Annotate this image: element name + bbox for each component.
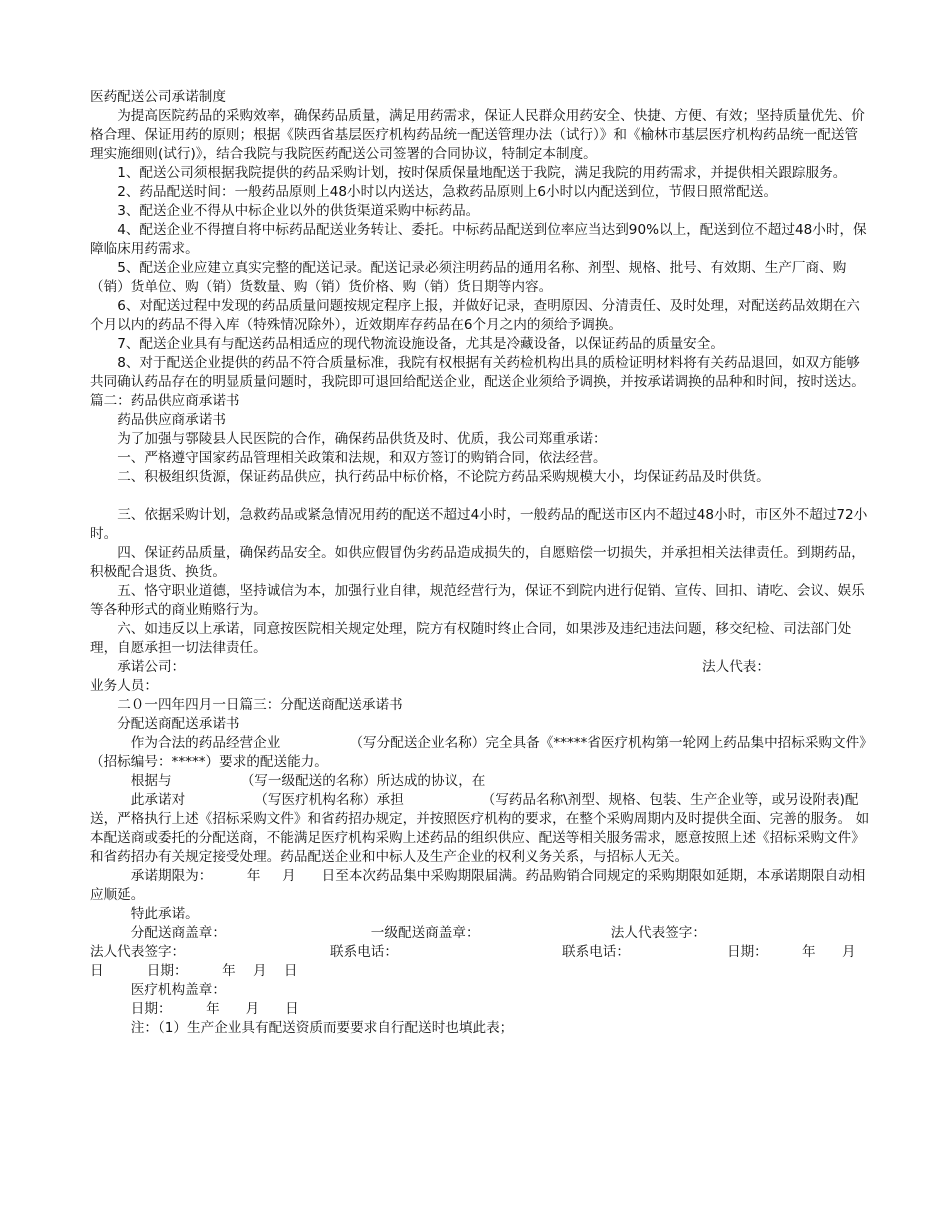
paragraph: 作为合法的药品经营企业 （写分配送企业名称）完全具备《*****省医疗机构第一轮网上药品集中招标采购文件》（招标编号：*****）要求的配送能力。: [90, 735, 867, 770]
company-label: 承诺公司：: [117, 659, 186, 675]
paragraph: 根据与 （写一级配送的名称）所达成的协议，在: [130, 773, 486, 789]
paragraph: 2、药品配送时间：一般药品原则上48小时以内送达，急救药品原则上6小时以内配送到位，节假日照常配送。: [117, 184, 778, 200]
note-line: 注：（1）生产企业具有配送资质而要要求自行配送时也填此表；: [130, 1020, 514, 1036]
paragraph: 3、配送企业不得从中标企业以外的供货渠道采购中标药品。: [117, 203, 480, 219]
sub-distributor-seal-label: 分配送商盖章：: [130, 925, 226, 941]
paragraph: 7、配送企业具有与配送药品相适应的现代物流设施设备，尤其是冷藏设备，以保证药品的质量安全。: [117, 336, 724, 352]
paragraph: 一、严格遵守国家药品管理相关政策和法规，和双方签订的购销合同，依法经营。: [117, 450, 607, 466]
paragraph: 六、如违反以上承诺，同意按医院相关规定处理，院方有权随时终止合同，如果涉及违纪违法问题，移交纪检、司法部门处理，自愿承担一切法律责任。: [90, 621, 852, 656]
paragraph: 6、对配送过程中发现的药品质量问题按规定程序上报，并做好记录，查明原因、分清责任、及时处理，对配送药品效期在六个月以内的药品不得入库（特殊情况除外），近效期库存药品在6个月之内的须给予调换。: [90, 298, 860, 333]
phone-label: 联系电话：: [330, 944, 398, 960]
section-title: 分配送商配送承诺书: [117, 716, 240, 732]
paragraph: 4、配送企业不得擅自将中标药品配送业务转让、委托。中标药品配送到位率应当达到90%以上，配送到位不超过48小时，保障临床用药需求。: [90, 222, 867, 257]
phone-label: 联系电话：: [562, 944, 630, 960]
legal-rep-label: 法人代表：: [702, 659, 770, 675]
primary-distributor-seal-label: 一级配送商盖章：: [370, 925, 480, 941]
paragraph: 特此承诺。: [130, 906, 199, 922]
signature-row-1: [90, 924, 870, 943]
paragraph: 三、依据采购计划，急救药品或紧急情况用药的配送不超过4小时，一般药品的配送市区内不超过48小时，市区外不超过72小时。: [90, 507, 868, 542]
legal-rep-signature-label: 法人代表签字：: [610, 925, 706, 941]
document-body: [90, 88, 870, 1038]
paragraph: 1、配送公司须根据我院提供的药品采购计划，按时保质保量地配送于我院，满足我院的用药需求，并提供相关跟踪服务。: [117, 165, 847, 181]
paragraph: 为了加强与鄠陵县人民医院的合作，确保药品供货及时、优质，我公司郑重承诺：: [117, 431, 607, 447]
paragraph: 8、对于配送企业提供的药品不符合质量标准，我院有权根据有关药检机构出具的质检证明材料将有关药品退回，如双方能够共同确认药品存在的明显质量问题时，我院即可退回给配送企业，配送企业须给予调换，并按承诺调换的品种和时间，按时送达。篇二：药品供应商承诺书: [90, 355, 865, 409]
date-label: 日期：: [727, 944, 768, 960]
paragraph: 二０一四年四月一日篇三：分配送商配送承诺书: [117, 697, 403, 713]
signature-row-company: [90, 658, 870, 677]
blank-line: [90, 487, 870, 506]
paragraph: 此承诺对 （写医疗机构名称）承担 （写药品名称\剂型、规格、包装、生产企业等，或另设附表)配送，严格执行上述《招标采购文件》和省药招办规定，并按照医疗机构的要求，在整个采购周期内及时提供全面、完善的服务。 如本配送商或委托的分配送商，不能满足医疗机构采购上述药品的组织供应、配送等相关服务需求，愿意按照上述《招标采购文件》和省药招办有关规定接受处理。药品配送企业和中标人及生产企业的权利义务关系，与招标人无关。: [90, 792, 870, 865]
date-line: 日期： 年 月 日: [130, 1001, 299, 1017]
section-title: 药品供应商承诺书: [117, 412, 226, 428]
paragraph: 二、积极组织货源，保证药品供应，执行药品中标价格，不论院方药品采购规模大小，均保证药品及时供货。: [117, 469, 770, 485]
date-month: 月: [842, 944, 856, 960]
paragraph: 五、恪守职业道德，坚持诚信为本，加强行业自律，规范经营行为，保证不到院内进行促销、宣传、回扣、请吃、会议、娱乐等各种形式的商业贿赂行为。: [90, 583, 865, 618]
legal-rep-signature-label: 法人代表签字：: [90, 944, 186, 960]
paragraph: 业务人员：: [90, 678, 158, 694]
paragraph: 承诺期限为： 年 月 日至本次药品集中采购期限届满。药品购销合同规定的采购期限如延期，本承诺期限自动相应顺延。: [90, 868, 866, 903]
date-year: 年: [802, 944, 816, 960]
paragraph: 为提高医院药品的采购效率，确保药品质量，满足用药需求，保证人民群众用药安全、快捷、方便、有效；坚持质量优先、价格合理、保证用药的原则；根据《陕西省基层医疗机构药品统一配送管理办法（试行）》和《榆林市基层医疗机构药品统一配送管理实施细则(试行)》，结合我院与我院医药配送公司签署的合同协议，特制定本制度。: [90, 108, 865, 162]
medical-institution-seal-label: 医疗机构盖章：: [130, 982, 226, 998]
document-title: 医药配送公司承诺制度: [90, 89, 226, 105]
paragraph: 5、配送企业应建立真实完整的配送记录。配送记录必须注明药品的通用名称、剂型、规格、批号、有效期、生产厂商、购（销）货单位、购（销）货数量、购（销）货价格、购（销）货日期等内容。: [90, 260, 847, 295]
paragraph: 四、保证药品质量，确保药品安全。如供应假冒伪劣药品造成损失的，自愿赔偿一切损失，并承担相关法律责任。到期药品，积极配合退货、换货。: [90, 545, 865, 580]
signature-row-2: [90, 943, 870, 962]
date-line: 日 日期： 年 月 日: [90, 963, 298, 979]
